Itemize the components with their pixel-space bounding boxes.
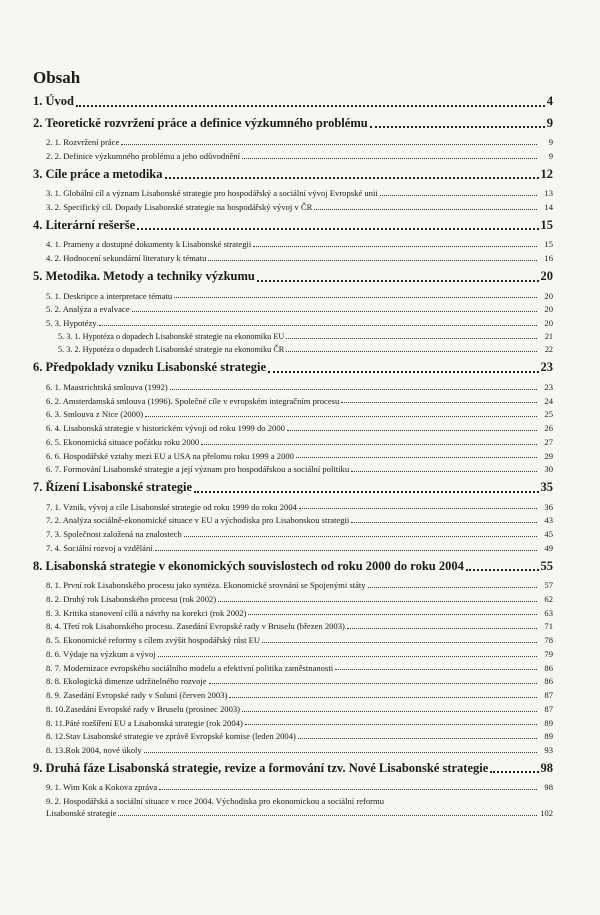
- dot-leader: [268, 371, 538, 373]
- dot-leader: [287, 430, 537, 431]
- entry-title: 2. 1. Rozvržení práce: [46, 137, 120, 148]
- entry-title: 6. 6. Hospodářské vztahy mezi EU a USA na přelomu roku 1999 a 2000: [46, 450, 294, 461]
- page-number: 49: [544, 542, 553, 553]
- toc-subentry: [33, 188, 553, 199]
- dot-leader: [257, 280, 539, 282]
- dot-leader: [299, 508, 537, 509]
- toc-subentry: [33, 304, 553, 315]
- entry-title: 8. Lisabonská strategie v ekonomických souvislostech od roku 2000 do roku 2004: [33, 558, 464, 573]
- page-number: 87: [544, 690, 553, 701]
- toc-subentry: [33, 663, 553, 674]
- entry-title: 4. 2. Hodnocení sekundární literatury k tématu: [46, 253, 207, 264]
- page-number: 98: [540, 760, 553, 775]
- toc-title: Obsah: [33, 68, 81, 87]
- page-number: 20: [544, 290, 553, 301]
- page-number: 57: [544, 580, 553, 591]
- dot-leader: [262, 642, 537, 643]
- page-number: 93: [544, 745, 553, 755]
- page-number: 4: [546, 94, 553, 108]
- entry-title: 3. 2. Specifický cíl. Dopady Lisabonské strategie na hospodářský vývoj v ČR: [46, 202, 313, 213]
- dot-leader: [194, 491, 538, 493]
- toc-chapter: [33, 167, 553, 213]
- entry-title: 4. Literární rešerše: [33, 217, 136, 232]
- dot-leader: [118, 815, 537, 816]
- entry-title: 5. 1. Deskripce a interpretace tématu: [46, 290, 173, 301]
- toc-subentry: [33, 690, 553, 701]
- toc-subentry: [33, 318, 553, 329]
- toc-subentry: [33, 451, 553, 462]
- dot-leader: [174, 297, 537, 298]
- dot-leader: [155, 550, 537, 551]
- entry-title: 9. Druhá fáze Lisabonská strategie, revize a formování tzv. Nové Lisabonské strategie: [33, 760, 489, 775]
- page-number: 78: [544, 635, 553, 646]
- dot-leader: [209, 683, 537, 684]
- page-number: 62: [544, 593, 553, 604]
- page-number: 14: [544, 202, 553, 213]
- page-number: 24: [544, 395, 553, 406]
- page-number: 30: [544, 464, 553, 475]
- toc-subentry: [33, 529, 553, 540]
- entry-title: 9. 1. Wim Kok a Kokova zpráva: [46, 782, 158, 793]
- page-number: 35: [540, 480, 553, 494]
- toc-chapter: [33, 761, 553, 820]
- entry-title: 9. 2. Hospodářská a sociální situace v roce 2004. Východiska pro ekonomickou a sociální reformu: [46, 796, 385, 807]
- dot-leader: [380, 195, 537, 196]
- toc-subentry: [33, 253, 553, 264]
- entry-title: 1. Úvod: [33, 94, 74, 108]
- dot-leader: [466, 569, 539, 571]
- dot-leader: [218, 601, 537, 602]
- entry-title: 2. Teoretické rozvržení práce a definice výzkumného problému: [33, 115, 368, 130]
- toc-subentry: [33, 580, 553, 591]
- page-number: 9: [548, 137, 553, 148]
- entry-title: 8. 10.Zasedání Evropské rady v Bruselu (prosinec 2003): [46, 703, 241, 714]
- entry-title: 7. 2. Analýza sociálně-ekonomické situace v EU a východiska pro Lisabonskou strategii: [46, 515, 350, 526]
- toc-subentry: [33, 382, 553, 393]
- toc-chapter: [33, 360, 553, 475]
- dot-leader: [242, 711, 537, 712]
- toc-chapter-entry: [33, 269, 553, 285]
- dot-leader: [351, 471, 537, 472]
- entry-title: 4. 1. Prameny a dostupné dokumenty k Lisabonské strategii: [46, 239, 252, 250]
- page-number: 79: [544, 648, 553, 659]
- dot-leader: [208, 260, 537, 261]
- toc-subentry: [33, 796, 553, 819]
- entry-title: 8. 5. Ekonomické reformy s cílem zvýšit hospodářský růst EU: [46, 635, 261, 646]
- toc-subentry: [33, 502, 553, 513]
- entry-title: 6. 2. Amsterdamská smlouva (1996). Společné cíle v evropském integračním procesu: [46, 395, 340, 406]
- entry-title: 5. Metodika. Metody a techniky výzkumu: [33, 268, 255, 283]
- page-number: 23: [540, 360, 553, 375]
- dot-leader: [314, 209, 537, 210]
- entry-title: 6. 4. Lisabonská strategie v historickém vývoji od roku 1999 do 2000: [46, 423, 285, 434]
- toc-chapter: [33, 94, 553, 110]
- dot-leader: [144, 752, 537, 753]
- dot-leader: [121, 144, 537, 145]
- page-number: 20: [544, 304, 553, 315]
- toc-subentry: [33, 635, 553, 646]
- entry-title: 7. 4. Sociální rozvoj a vzdělání: [46, 542, 153, 553]
- toc-chapter-entry: [33, 761, 553, 777]
- toc-chapter-entry: [33, 218, 553, 234]
- entry-title: 6. 1. Maastrichtská smlouva (1992): [46, 381, 168, 392]
- toc-subentry: [33, 515, 553, 526]
- toc-subentry: [33, 345, 553, 355]
- entry-title: 8. 6. Výdaje na výzkum a vývoj: [46, 648, 156, 659]
- dot-leader: [158, 656, 537, 657]
- dot-leader: [145, 416, 537, 417]
- page-number: 20: [544, 318, 553, 328]
- page-number: 87: [544, 703, 553, 714]
- toc-subentry: [33, 621, 553, 632]
- page-number: 86: [544, 662, 553, 673]
- entry-title: 8. 13.Rok 2004, nové úkoly: [46, 745, 142, 755]
- entry-title: 3. 1. Globální cíl a význam Lisabonské strategie pro hospodářský a sociální vývoj Evropské unii: [46, 188, 378, 199]
- dot-leader: [253, 246, 537, 247]
- toc-subentry: [33, 649, 553, 660]
- toc-chapter: [33, 218, 553, 264]
- dot-leader: [132, 311, 537, 312]
- page-number: 55: [540, 558, 553, 573]
- entry-title-continued: Lisabonské strategie: [46, 807, 117, 818]
- page-number: 9: [546, 115, 553, 130]
- page-number: 89: [544, 731, 553, 742]
- toc-chapter-entry: [33, 167, 553, 183]
- dot-leader: [170, 389, 537, 390]
- toc-subentry: [33, 608, 553, 619]
- toc-subentry: [33, 396, 553, 407]
- dot-leader: [296, 457, 537, 458]
- toc-chapter-entry: [33, 116, 553, 132]
- dot-leader: [165, 177, 539, 179]
- page-number: 27: [544, 436, 553, 447]
- dot-leader: [335, 669, 537, 670]
- toc-chapter: [33, 269, 553, 355]
- page-number: 23: [544, 381, 553, 392]
- toc-chapter: [33, 559, 553, 756]
- toc-chapter: [33, 480, 553, 554]
- dot-leader: [242, 158, 537, 159]
- entry-title: 8. 11.Páté rozšíření EU a Lisabonská strategie (rok 2004): [46, 717, 243, 728]
- toc-subentry: [33, 239, 553, 250]
- toc-subentry: [33, 731, 553, 742]
- toc-subentry: [33, 676, 553, 687]
- dot-leader: [347, 628, 537, 629]
- entry-title: 7. Řízení Lisabonské strategie: [33, 480, 193, 494]
- toc-subentry: [33, 543, 553, 554]
- toc-subentry: [33, 782, 553, 793]
- page-number: 89: [544, 717, 553, 728]
- page-number: 63: [544, 607, 553, 618]
- entry-title: 8. 7. Modernizace evropského sociálního modelu a efektivní politika zaměstnanosti: [46, 662, 334, 673]
- entry-title: 6. 3. Smlouva z Nice (2000): [46, 409, 144, 420]
- entry-title: 6. Předpoklady vzniku Lisabonské strategie: [33, 360, 267, 375]
- page-number: 22: [544, 344, 553, 354]
- toc-chapter-entry: [33, 559, 553, 575]
- page-number: 45: [544, 529, 553, 540]
- entry-title: 8. 4. Třetí rok Lisabonského procesu. Zasedání Evropské rady v Bruselu (březen 2003): [46, 621, 345, 632]
- toc-chapter: [33, 116, 553, 162]
- page-number: 43: [544, 515, 553, 526]
- dot-leader: [341, 402, 537, 403]
- page-number: 12: [540, 166, 553, 181]
- toc-subentry: [33, 423, 553, 434]
- toc-subentry: [33, 332, 553, 342]
- toc-chapter-entry: [33, 360, 553, 376]
- toc-subentry: [33, 151, 553, 162]
- dot-leader: [298, 738, 537, 739]
- page-number: 15: [544, 239, 553, 250]
- toc-chapter-entry: [33, 480, 553, 496]
- dot-leader: [368, 587, 537, 588]
- entry-title: 6. 5. Ekonomická situace počátku roku 2000: [46, 436, 200, 447]
- entry-title: 5. 3. 2. Hypotéza o dopadech Lisabonské strategie na ekonomiku ČR: [58, 344, 285, 354]
- page-number: 71: [544, 621, 553, 632]
- entry-title: 8. 12.Stav Lisabonské strategie ve zprávě Evropské komise (leden 2004): [46, 731, 296, 742]
- toc-chapter-entry: [33, 94, 553, 110]
- page-number: 16: [544, 253, 553, 264]
- page-number: 21: [544, 331, 553, 341]
- page-number: 98: [544, 782, 553, 793]
- dot-leader: [229, 697, 537, 698]
- toc-subentry: [33, 409, 553, 420]
- entry-title: 8. 1. První rok Lisabonského procesu jako syntéza. Ekonomické srovnání se Spojenými státy: [46, 580, 366, 591]
- toc-subentry: [33, 437, 553, 448]
- entry-title: 5. 2. Analýza a evalvace: [46, 304, 130, 315]
- dot-leader: [370, 126, 545, 128]
- dot-leader: [351, 522, 537, 523]
- table-of-contents: [33, 92, 553, 824]
- entry-title: 2. 2. Definice výzkumného problému a jeho odůvodnění: [46, 150, 241, 161]
- dot-leader: [490, 771, 538, 773]
- dot-leader: [137, 228, 538, 230]
- dot-leader: [286, 351, 537, 352]
- dot-leader: [245, 724, 537, 725]
- entry-title: 5. 3. Hypotézy: [46, 318, 97, 328]
- page-number: 26: [544, 423, 553, 434]
- entry-title: 8. 2. Druhý rok Lisabonského procesu (rok 2002): [46, 593, 217, 604]
- toc-subentry: [33, 291, 553, 302]
- dot-leader: [201, 444, 537, 445]
- toc-subentry: [33, 594, 553, 605]
- page-number: 29: [544, 450, 553, 461]
- page-number: 36: [544, 501, 553, 512]
- entry-title: 7. 1. Vznik, vývoj a cíle Lisabonské strategie od roku 1999 do roku 2004: [46, 501, 297, 512]
- page-number: 13: [544, 188, 553, 199]
- entry-title: 3. Cíle práce a metodika: [33, 166, 163, 181]
- page-number: 15: [540, 217, 553, 232]
- entry-title: 7. 3. Společnost založená na znalostech: [46, 529, 182, 540]
- page-number: 9: [548, 150, 553, 161]
- entry-title: 5. 3. 1. Hypotéza o dopadech Lisabonské strategie na ekonomiku EU: [58, 331, 285, 341]
- page-number: 102: [540, 807, 553, 818]
- dot-leader: [99, 325, 537, 326]
- entry-title: 6. 7. Formování Lisabonské strategie a její význam pro hospodářskou a sociální politiku: [46, 464, 350, 475]
- page-number: 20: [540, 268, 553, 283]
- toc-subentry: [33, 202, 553, 213]
- dot-leader: [76, 105, 545, 107]
- page-number: 86: [544, 676, 553, 687]
- entry-title: 8. 8. Ekologická dimenze udržitelného rozvoje: [46, 676, 207, 687]
- dot-leader: [159, 789, 537, 790]
- dot-leader: [248, 614, 537, 615]
- toc-subentry: [33, 464, 553, 475]
- toc-subentry: [33, 704, 553, 715]
- dot-leader: [286, 338, 537, 339]
- toc-subentry: [33, 137, 553, 148]
- page-number: 25: [544, 409, 553, 420]
- toc-subentry: [33, 718, 553, 729]
- dot-leader: [184, 536, 537, 537]
- entry-title: 8. 9. Zasedání Evropské rady v Soluni (červen 2003): [46, 690, 228, 701]
- entry-title: 8. 3. Kritika stanovení cílů a návrhy na korekci (rok 2002): [46, 607, 247, 618]
- toc-subentry: [33, 745, 553, 756]
